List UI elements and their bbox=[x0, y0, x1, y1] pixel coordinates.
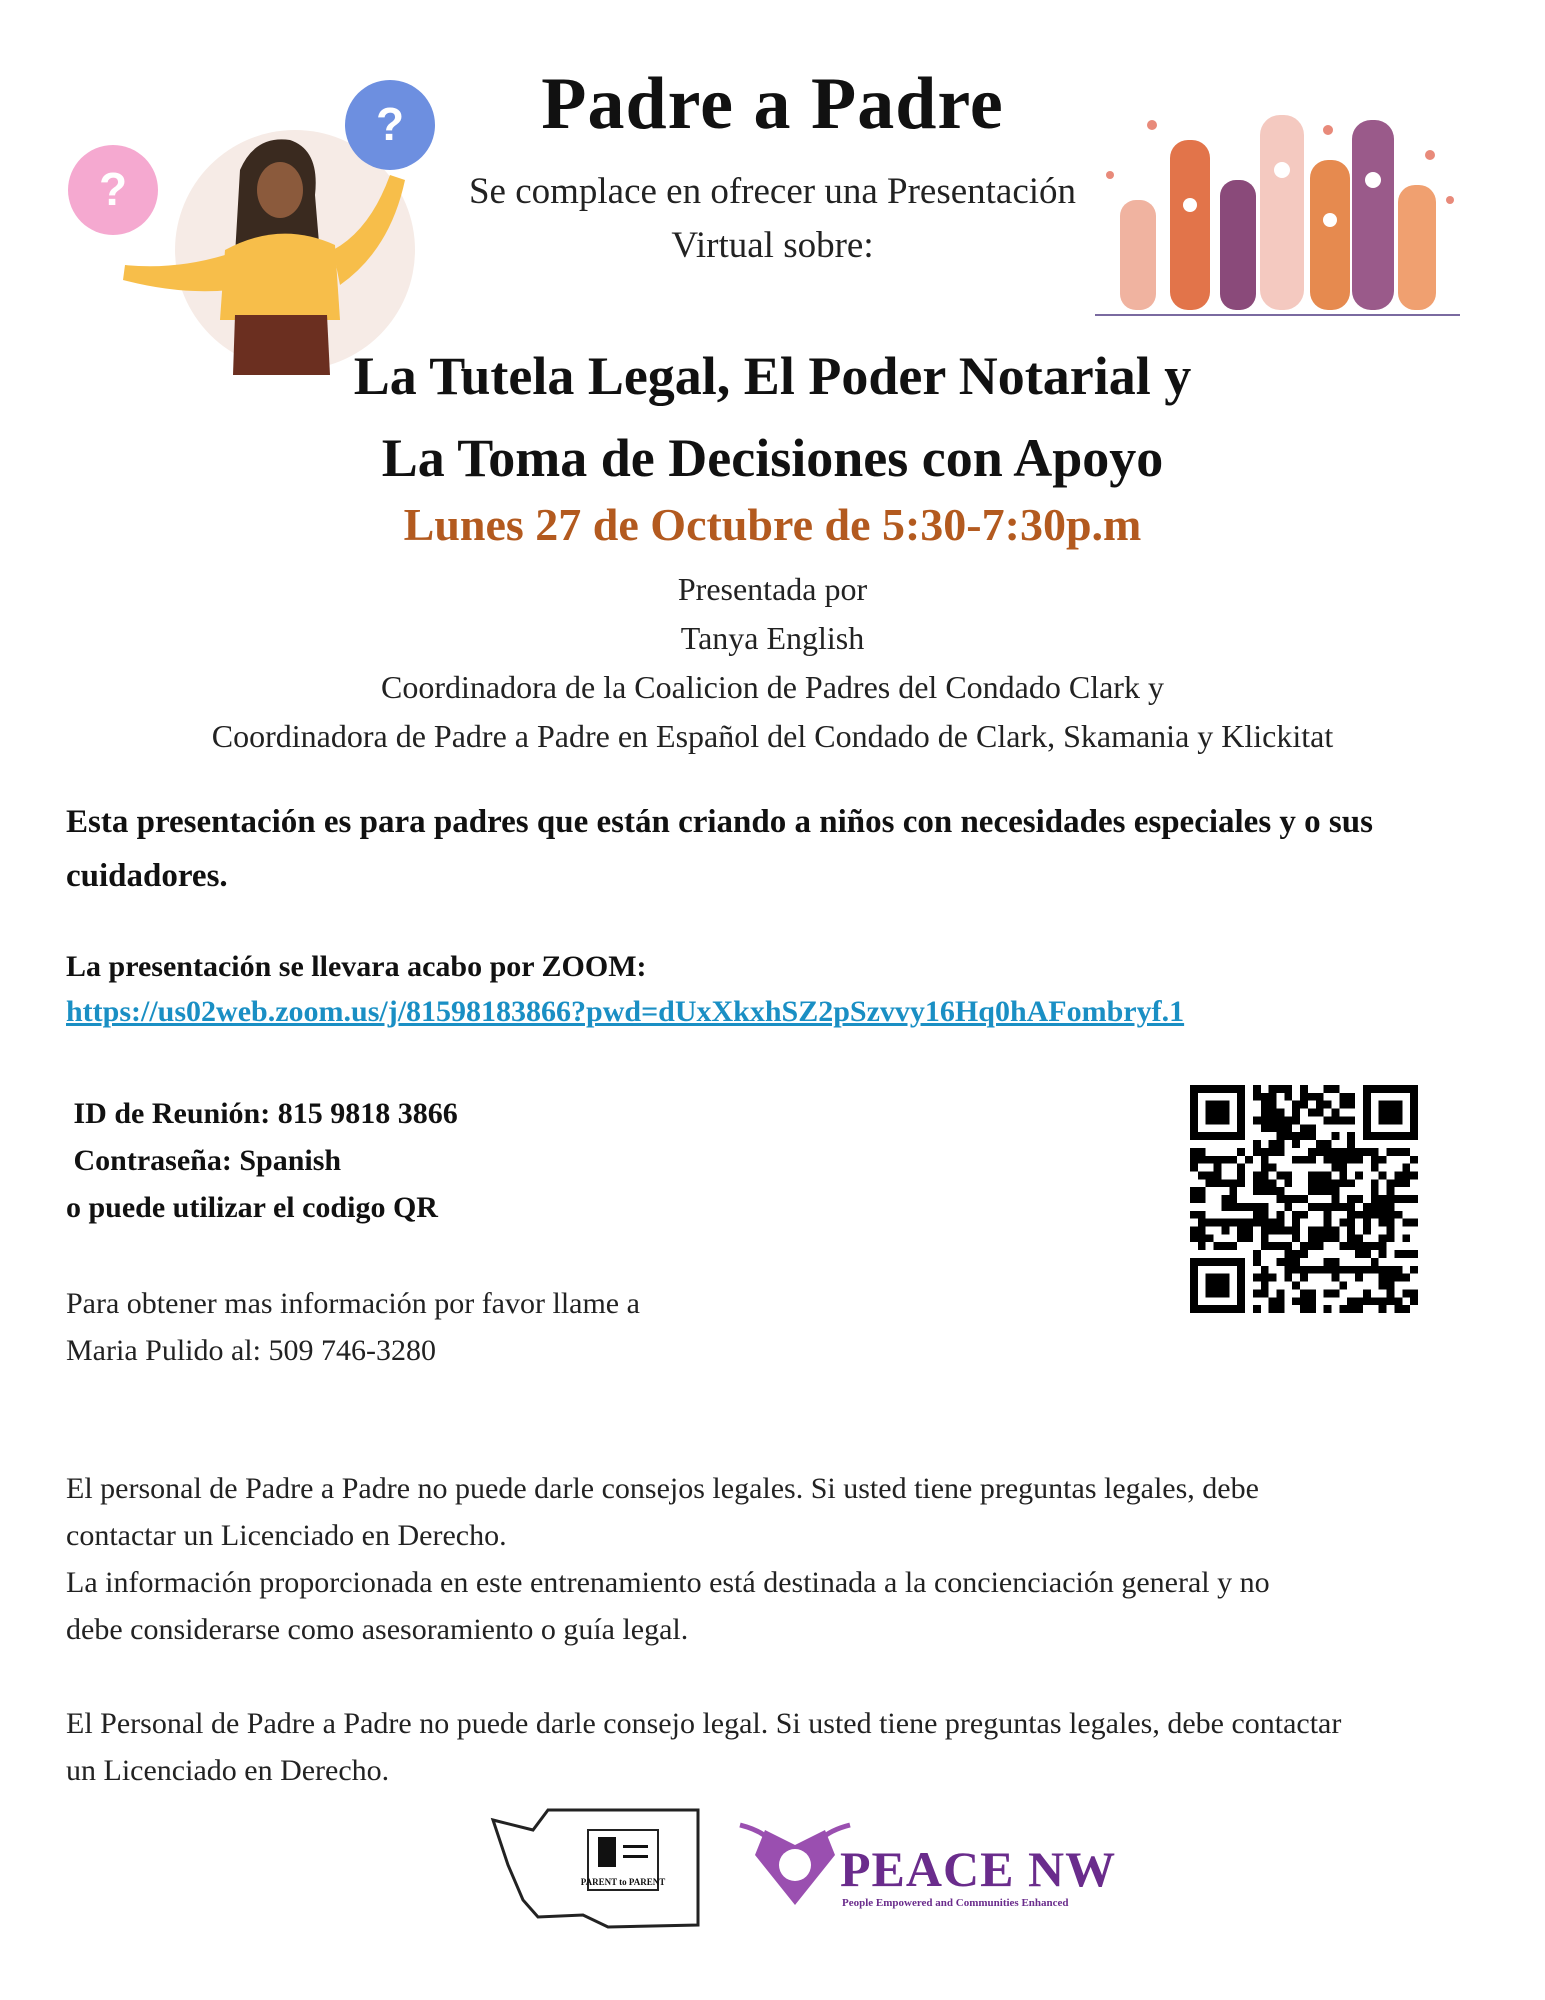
subtitle-line-2: Virtual sobre: bbox=[671, 225, 874, 266]
subtitle-line-1: Se complace en ofrecer una Presentación bbox=[468, 171, 1077, 212]
contact-line-2: Maria Pulido al: 509 746-3280 bbox=[66, 1334, 436, 1367]
hand-2 bbox=[1170, 140, 1210, 310]
hand-6 bbox=[1352, 120, 1394, 310]
audience-statement: Esta presentación es para padres que están criando a niños con necesidades especiales y o sus cuidadores. bbox=[66, 804, 1373, 894]
heart-icon bbox=[1274, 162, 1290, 178]
peace-nw-tagline: People Empowered and Communities Enhanced bbox=[842, 1897, 1069, 1909]
topic-line-1: La Tutela Legal, El Poder Notarial y bbox=[353, 346, 1192, 406]
p2p-logo-text: PARENT to PARENT bbox=[580, 1877, 666, 1887]
hand-1 bbox=[1120, 200, 1156, 310]
qr-code[interactable] bbox=[1190, 1085, 1418, 1313]
legal-disclaimer bbox=[66, 1465, 1486, 1794]
presented-by-label: Presentada por bbox=[677, 571, 868, 607]
event-date: Lunes 27 de Octubre de 5:30-7:30p.m bbox=[403, 499, 1142, 550]
disclaimer-p2-line-2: debe considerarse como asesoramiento o guía legal. bbox=[66, 1613, 689, 1646]
face bbox=[257, 162, 303, 218]
disclaimer-p2-line-1: La información proporcionada en este entrenamiento está destinada a la concienciación general y no bbox=[66, 1566, 1270, 1599]
presenter-role-2: Coordinadora de Padre a Padre en Español del Condado de Clark, Skamania y Klickitat bbox=[211, 718, 1334, 754]
raised-hands-illustration bbox=[1090, 105, 1465, 320]
handshake-icon bbox=[779, 1849, 811, 1881]
contact-info bbox=[66, 1280, 640, 1374]
qr-note: o puede utilizar el codigo QR bbox=[66, 1191, 438, 1224]
page-title: Padre a Padre bbox=[541, 63, 1004, 145]
meeting-password: Contraseña: Spanish bbox=[66, 1144, 342, 1177]
disclaimer-p3-line-1: El Personal de Padre a Padre no puede darle consejo legal. Si usted tiene preguntas legales, debe contactar bbox=[66, 1707, 1342, 1740]
p2p-emblem-mark bbox=[598, 1837, 616, 1867]
presenter-block bbox=[0, 565, 1545, 761]
topic-heading bbox=[0, 335, 1545, 499]
presenter-role-1: Coordinadora de la Coalicion de Padres del Condado Clark y bbox=[381, 669, 1164, 705]
meeting-details bbox=[66, 1090, 458, 1231]
zoom-link[interactable]: https://us02web.zoom.us/j/81598183866?pwd=dUxXkxhSZ2pSzvvy16Hq0hAFombryf.1 bbox=[66, 995, 1185, 1028]
parent-to-parent-logo bbox=[488, 1805, 708, 1935]
meeting-id: ID de Reunión: 815 9818 3866 bbox=[66, 1097, 458, 1130]
hand-7 bbox=[1398, 185, 1436, 310]
hand-3 bbox=[1220, 180, 1256, 310]
disclaimer-p3-line-2: un Licenciado en Derecho. bbox=[66, 1754, 390, 1787]
hand-4 bbox=[1260, 115, 1304, 310]
question-mark-right: ? bbox=[375, 98, 405, 150]
peace-nw-name: PEACE NW bbox=[840, 1841, 1117, 1897]
contact-line-1: Para obtener mas información por favor llame a bbox=[66, 1287, 640, 1320]
heart-icon bbox=[1106, 171, 1114, 179]
heart-icon bbox=[1365, 172, 1381, 188]
hand-5 bbox=[1310, 160, 1350, 310]
heart-icon bbox=[1446, 196, 1454, 204]
heart-icon bbox=[1147, 120, 1157, 130]
heart-icon bbox=[1183, 198, 1197, 212]
question-mark-left: ? bbox=[98, 163, 128, 215]
zoom-label: La presentación se llevara acabo por ZOOM: bbox=[66, 950, 647, 983]
sweater bbox=[220, 234, 340, 320]
heart-icon bbox=[1323, 213, 1337, 227]
disclaimer-p1-line-1: El personal de Padre a Padre no puede darle consejos legales. Si usted tiene preguntas legales, debe bbox=[66, 1472, 1259, 1505]
hands-group bbox=[1120, 115, 1436, 310]
heart-icon bbox=[1323, 125, 1333, 135]
presenter-name: Tanya English bbox=[680, 620, 865, 656]
disclaimer-p1-line-2: contactar un Licenciado en Derecho. bbox=[66, 1519, 507, 1552]
heart-icon bbox=[1425, 150, 1435, 160]
topic-line-2: La Toma de Decisiones con Apoyo bbox=[381, 428, 1164, 488]
